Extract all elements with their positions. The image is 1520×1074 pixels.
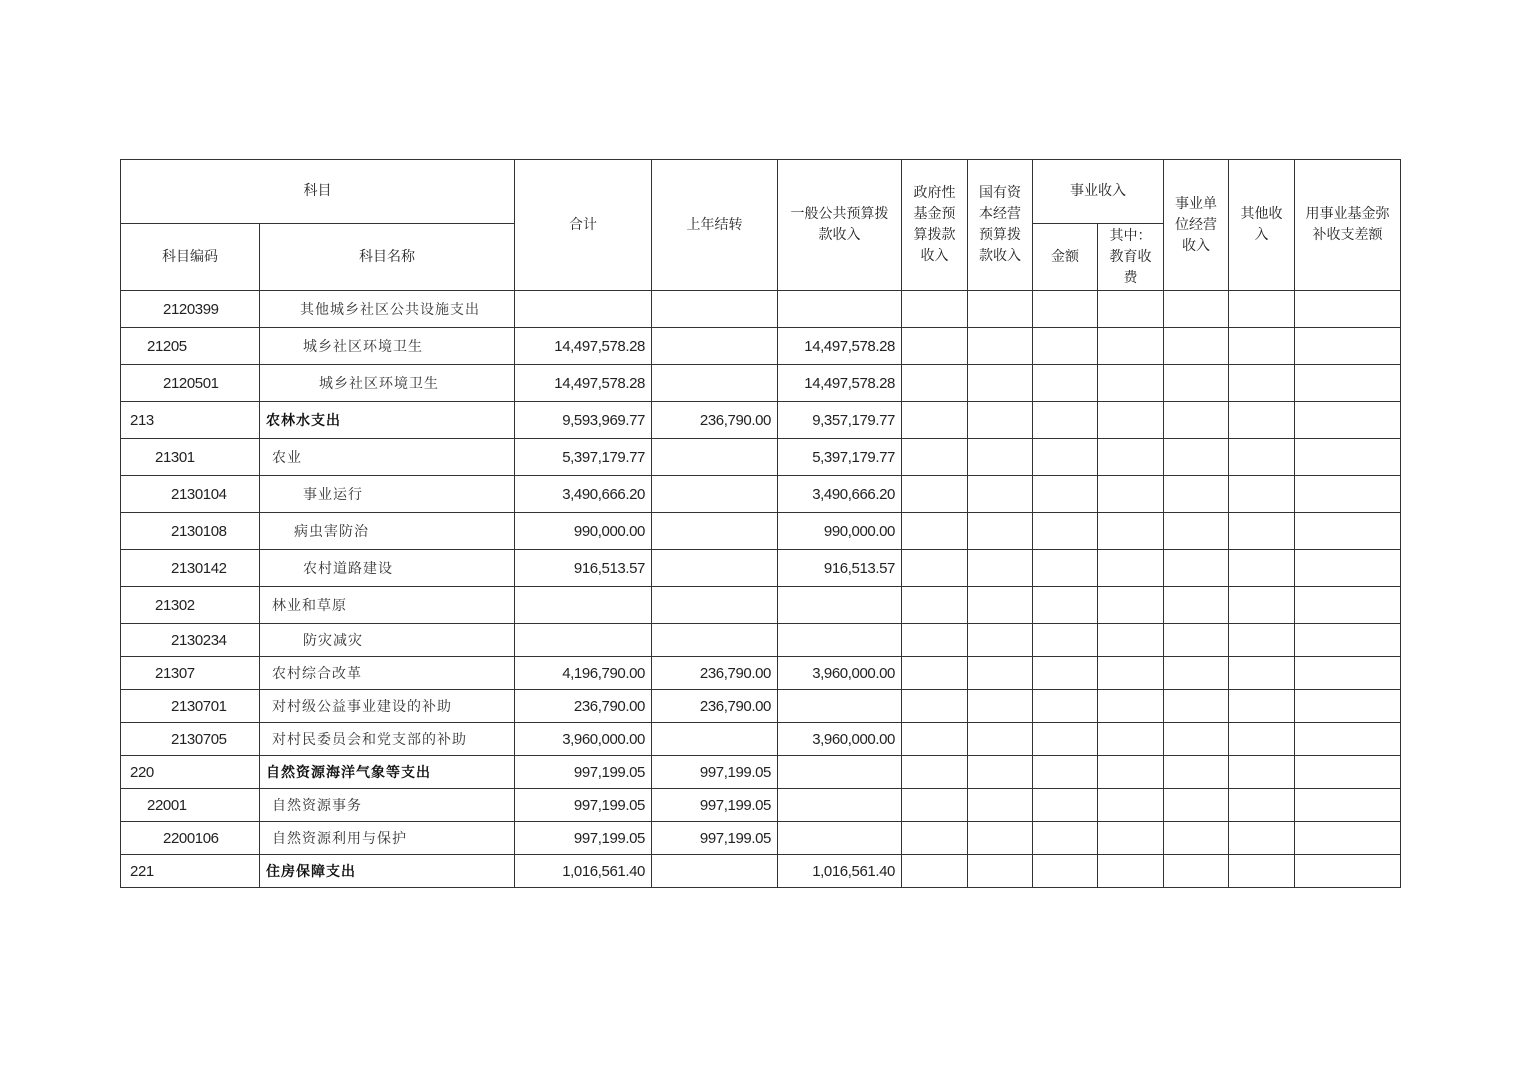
table-row xyxy=(121,550,1401,587)
table-row xyxy=(121,291,1401,328)
row-prev xyxy=(652,513,778,550)
row-total: 14,497,578.28 xyxy=(515,365,652,402)
row-code: 21301 xyxy=(121,439,260,476)
row-name: 对村民委员会和党支部的补助 xyxy=(260,723,515,756)
row-name: 防灾减灾 xyxy=(260,624,515,657)
row-prev xyxy=(652,624,778,657)
row-code: 21307 xyxy=(121,657,260,690)
row-general xyxy=(778,822,902,855)
header-business-amount: 金额 xyxy=(1033,224,1098,291)
row-prev xyxy=(652,723,778,756)
row-code: 22001 xyxy=(121,789,260,822)
row-total: 14,497,578.28 xyxy=(515,328,652,365)
row-name: 自然资源利用与保护 xyxy=(260,822,515,855)
row-general xyxy=(778,587,902,624)
row-code: 221 xyxy=(121,855,260,888)
row-prev xyxy=(652,855,778,888)
row-general xyxy=(778,291,902,328)
row-general: 916,513.57 xyxy=(778,550,902,587)
row-prev xyxy=(652,550,778,587)
header-total: 合计 xyxy=(515,160,652,291)
row-name: 其他城乡社区公共设施支出 xyxy=(260,291,515,328)
row-total: 236,790.00 xyxy=(515,690,652,723)
header-gov-fund: 政府性基金预算拨款收入 xyxy=(902,160,968,291)
row-code: 2130705 xyxy=(121,723,260,756)
row-total: 916,513.57 xyxy=(515,550,652,587)
row-name: 农村综合改革 xyxy=(260,657,515,690)
row-prev: 997,199.05 xyxy=(652,789,778,822)
row-name: 城乡社区环境卫生 xyxy=(260,365,515,402)
row-total: 997,199.05 xyxy=(515,822,652,855)
row-name: 住房保障支出 xyxy=(260,855,515,888)
row-prev xyxy=(652,587,778,624)
row-name: 病虫害防治 xyxy=(260,513,515,550)
row-name: 对村级公益事业建设的补助 xyxy=(260,690,515,723)
row-total: 990,000.00 xyxy=(515,513,652,550)
row-general xyxy=(778,624,902,657)
row-general: 5,397,179.77 xyxy=(778,439,902,476)
row-general: 9,357,179.77 xyxy=(778,402,902,439)
table-row xyxy=(121,476,1401,513)
table-row xyxy=(121,328,1401,365)
table-row xyxy=(121,822,1401,855)
table-row xyxy=(121,690,1401,723)
row-code: 2130108 xyxy=(121,513,260,550)
row-total: 997,199.05 xyxy=(515,756,652,789)
row-general xyxy=(778,690,902,723)
row-prev xyxy=(652,439,778,476)
row-code: 2130142 xyxy=(121,550,260,587)
row-code: 2200106 xyxy=(121,822,260,855)
row-general: 14,497,578.28 xyxy=(778,365,902,402)
row-general xyxy=(778,756,902,789)
row-prev xyxy=(652,476,778,513)
budget-table xyxy=(120,159,1401,888)
row-total: 5,397,179.77 xyxy=(515,439,652,476)
table-row xyxy=(121,789,1401,822)
row-name: 自然资源事务 xyxy=(260,789,515,822)
row-total: 3,490,666.20 xyxy=(515,476,652,513)
header-business-income: 事业收入 xyxy=(1033,160,1164,224)
row-name: 城乡社区环境卫生 xyxy=(260,328,515,365)
row-prev xyxy=(652,291,778,328)
row-total: 4,196,790.00 xyxy=(515,657,652,690)
row-code: 2120399 xyxy=(121,291,260,328)
row-code: 2130701 xyxy=(121,690,260,723)
row-total xyxy=(515,291,652,328)
row-general: 3,960,000.00 xyxy=(778,657,902,690)
row-general: 3,960,000.00 xyxy=(778,723,902,756)
row-code: 21205 xyxy=(121,328,260,365)
table-row xyxy=(121,513,1401,550)
row-total: 997,199.05 xyxy=(515,789,652,822)
row-general: 3,490,666.20 xyxy=(778,476,902,513)
row-name: 事业运行 xyxy=(260,476,515,513)
row-prev xyxy=(652,328,778,365)
header-subject-code: 科目编码 xyxy=(121,224,260,291)
row-prev: 236,790.00 xyxy=(652,402,778,439)
row-general: 1,016,561.40 xyxy=(778,855,902,888)
row-name: 农业 xyxy=(260,439,515,476)
row-name: 农村道路建设 xyxy=(260,550,515,587)
row-total xyxy=(515,624,652,657)
row-name: 林业和草原 xyxy=(260,587,515,624)
row-name: 农林水支出 xyxy=(260,402,515,439)
row-code: 220 xyxy=(121,756,260,789)
row-prev: 997,199.05 xyxy=(652,822,778,855)
row-code: 2130104 xyxy=(121,476,260,513)
table-row xyxy=(121,439,1401,476)
row-code: 2130234 xyxy=(121,624,260,657)
row-total: 1,016,561.40 xyxy=(515,855,652,888)
table-row xyxy=(121,723,1401,756)
table-row xyxy=(121,657,1401,690)
row-prev xyxy=(652,365,778,402)
header-fund-offset: 用事业基金弥补收支差额 xyxy=(1295,160,1401,291)
header-general-budget: 一般公共预算拨款收入 xyxy=(778,160,902,291)
table-row xyxy=(121,756,1401,789)
row-prev: 997,199.05 xyxy=(652,756,778,789)
row-code: 213 xyxy=(121,402,260,439)
table-row xyxy=(121,365,1401,402)
header-unit-operating: 事业单位经营收入 xyxy=(1164,160,1229,291)
header-other-income: 其他收入 xyxy=(1229,160,1295,291)
row-prev: 236,790.00 xyxy=(652,690,778,723)
row-prev: 236,790.00 xyxy=(652,657,778,690)
table-row xyxy=(121,402,1401,439)
header-subject-name: 科目名称 xyxy=(260,224,515,291)
row-general: 990,000.00 xyxy=(778,513,902,550)
header-prev-carryover: 上年结转 xyxy=(652,160,778,291)
row-total xyxy=(515,587,652,624)
table-row xyxy=(121,624,1401,657)
row-general xyxy=(778,789,902,822)
table-row xyxy=(121,587,1401,624)
row-code: 2120501 xyxy=(121,365,260,402)
table-row xyxy=(121,855,1401,888)
row-code: 21302 xyxy=(121,587,260,624)
header-business-edu: 其中：教育收费 xyxy=(1098,224,1164,291)
row-total: 3,960,000.00 xyxy=(515,723,652,756)
header-subject: 科目 xyxy=(121,160,515,224)
header-state-capital: 国有资本经营预算拨款收入 xyxy=(968,160,1033,291)
row-name: 自然资源海洋气象等支出 xyxy=(260,756,515,789)
row-total: 9,593,969.77 xyxy=(515,402,652,439)
row-general: 14,497,578.28 xyxy=(778,328,902,365)
